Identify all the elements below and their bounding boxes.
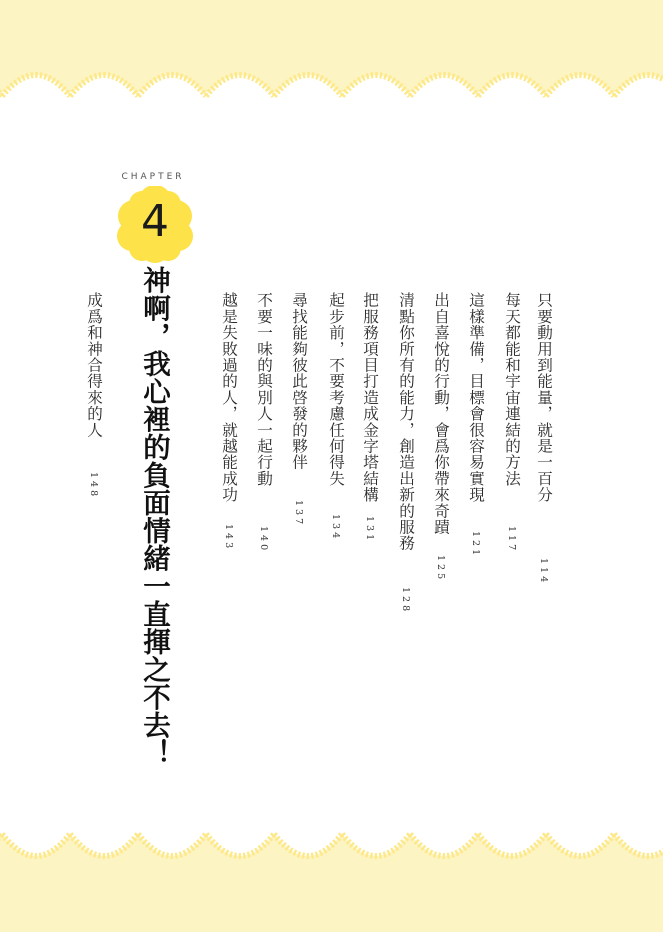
- toc-entry-title: 起步前，不要考慮任何得失: [327, 292, 345, 487]
- toc-entry-page-number: 148: [88, 472, 99, 500]
- bottom-decorative-band: [0, 820, 663, 932]
- toc-entry-page-number: 121: [470, 531, 481, 559]
- toc-entry-page-number: 125: [435, 555, 446, 583]
- toc-entry-title: 這樣準備，目標會很容易實現: [467, 292, 485, 503]
- toc-entry-page-number: 114: [538, 558, 549, 586]
- chapter-title: 神啊，我心裡的負面情緒一直揮之不去！: [138, 266, 170, 767]
- scallop-border-top: [0, 0, 663, 110]
- chapter-number: 4: [141, 196, 169, 247]
- scallop-border-bottom: [0, 820, 663, 932]
- toc-entry-title: 成爲和神合得來的人: [85, 292, 103, 438]
- toc-entry-title: 只要動用到能量，就是一百分: [535, 292, 553, 503]
- toc-entry-title: 出自喜悅的行動，會爲你帶來奇蹟: [432, 292, 450, 535]
- toc-entry-title: 每天都能和宇宙連結的方法: [503, 292, 521, 487]
- chapter-number-badge: [112, 186, 198, 264]
- toc-entry-page-number: 134: [330, 514, 341, 542]
- toc-entry-page-number: 143: [223, 524, 234, 552]
- toc-entry-title: 清點你所有的能力，創造出新的服務: [397, 292, 415, 552]
- toc-entry-title: 越是失敗過的人，就越能成功: [220, 292, 238, 503]
- toc-entry-page-number: 131: [364, 516, 375, 544]
- toc-entry-title: 把服務項目打造成金字塔結構: [361, 292, 379, 503]
- chapter-label: CHAPTER: [121, 172, 185, 182]
- top-decorative-band: [0, 0, 663, 110]
- toc-entry-page-number: 140: [258, 526, 269, 554]
- toc-entry-title: 不要一味的與別人一起行動: [255, 292, 273, 487]
- toc-entry-page-number: 128: [400, 587, 411, 615]
- toc-entry-page-number: 137: [293, 500, 304, 528]
- toc-entry-page-number: 117: [506, 526, 517, 554]
- toc-entry-title: 尋找能夠彼此啓發的夥伴: [290, 292, 308, 471]
